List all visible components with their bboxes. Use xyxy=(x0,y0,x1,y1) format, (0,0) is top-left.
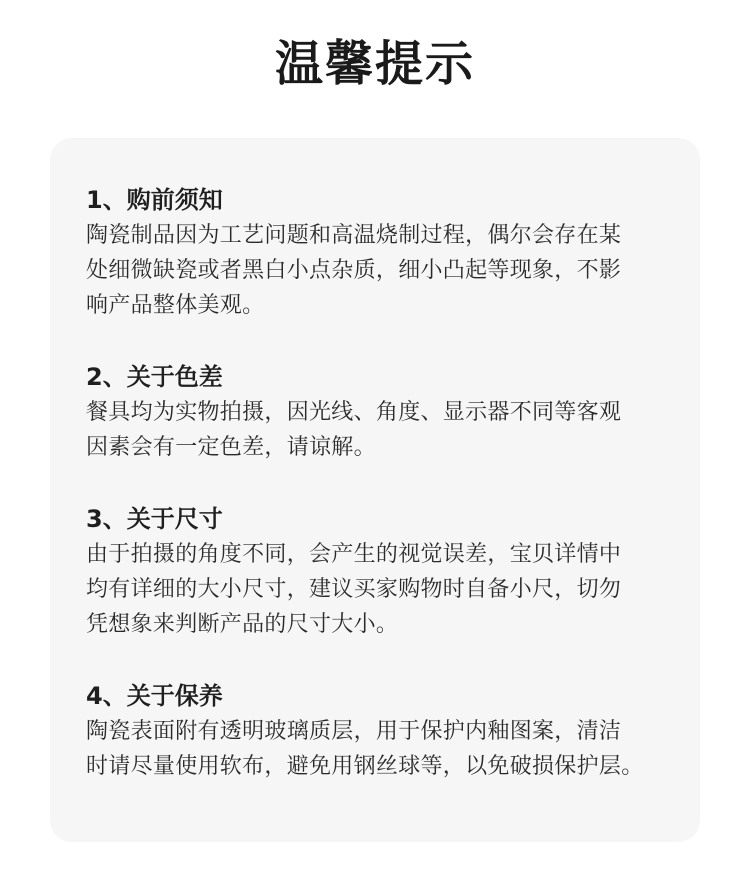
section-heading: 1、购前须知 xyxy=(86,186,223,214)
section-text xyxy=(86,395,664,465)
section-line: 响产品整体美观。 xyxy=(86,293,265,318)
section-line: 由于拍摄的角度不同，会产生的视觉误差，宝贝详情中 xyxy=(86,542,622,567)
section-line: 餐具均为实物拍摄，因光线、角度、显示器不同等客观 xyxy=(86,400,622,425)
section-line: 凭想象来判断产品的尺寸大小。 xyxy=(86,612,399,637)
section-line: 处细微缺瓷或者黑白小点杂质，细小凸起等现象，不影 xyxy=(86,258,622,283)
section-line: 陶瓷表面附有透明玻璃质层，用于保护内釉图案，清洁 xyxy=(86,719,622,744)
section-line: 时请尽量使用软布，避免用钢丝球等，以免破损保护层。 xyxy=(86,754,644,779)
section-purchase-notice xyxy=(86,182,664,323)
section-size xyxy=(86,501,664,642)
section-line: 均有详细的大小尺寸，建议买家购物时自备小尺，切勿 xyxy=(86,577,622,602)
section-heading: 3、关于尺寸 xyxy=(86,505,223,533)
section-line: 因素会有一定色差，请谅解。 xyxy=(86,435,376,460)
section-text xyxy=(86,218,664,323)
section-text xyxy=(86,537,664,642)
section-text xyxy=(86,714,664,784)
page-title: 温馨提示 xyxy=(274,36,475,92)
notice-card xyxy=(50,138,700,842)
section-line: 陶瓷制品因为工艺问题和高温烧制过程，偶尔会存在某 xyxy=(86,223,622,248)
section-heading: 2、关于色差 xyxy=(86,363,223,391)
section-heading: 4、关于保养 xyxy=(86,682,223,710)
section-color-difference xyxy=(86,359,664,465)
section-maintenance xyxy=(86,678,664,784)
